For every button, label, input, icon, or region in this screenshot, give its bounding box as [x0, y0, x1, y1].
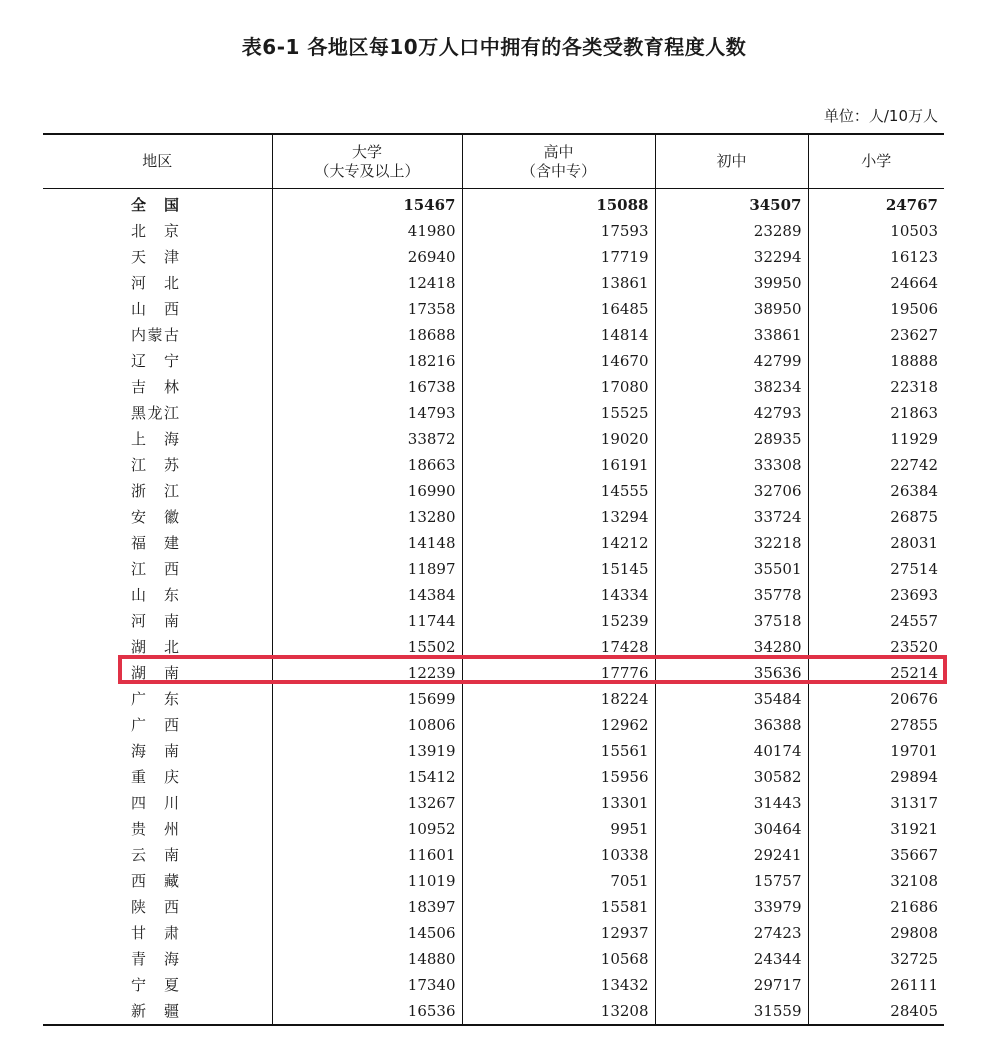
- table-row: [43, 920, 944, 946]
- region-name: 吉 林: [131, 378, 179, 396]
- primary-cell: 32108: [808, 868, 944, 894]
- university-cell: 14148: [272, 530, 462, 556]
- primary-cell: 24767: [808, 189, 944, 219]
- table-row: [43, 452, 944, 478]
- table-row: [43, 712, 944, 738]
- table-row: [43, 868, 944, 894]
- university-cell: 17340: [272, 972, 462, 998]
- junior-cell: 32218: [655, 530, 808, 556]
- junior-cell: 38234: [655, 374, 808, 400]
- region-name: 贵 州: [131, 820, 179, 838]
- university-cell: 13267: [272, 790, 462, 816]
- table-row: [43, 530, 944, 556]
- university-cell: 18397: [272, 894, 462, 920]
- high-school-cell: 17593: [462, 218, 655, 244]
- region-cell: [43, 452, 272, 478]
- high-school-cell: 14670: [462, 348, 655, 374]
- university-cell: 16738: [272, 374, 462, 400]
- region-cell: [43, 894, 272, 920]
- region-cell: [43, 842, 272, 868]
- primary-cell: 26875: [808, 504, 944, 530]
- table-row: [43, 634, 944, 660]
- header-junior: 初中: [655, 134, 808, 189]
- junior-cell: 42793: [655, 400, 808, 426]
- header-university-line2: （大专及以上）: [314, 161, 420, 180]
- header-university-line1: 大学: [351, 142, 382, 161]
- table-row: [43, 998, 944, 1025]
- table-row: [43, 660, 944, 686]
- primary-cell: 26384: [808, 478, 944, 504]
- region-cell: [43, 478, 272, 504]
- junior-cell: 35484: [655, 686, 808, 712]
- region-cell: [43, 764, 272, 790]
- table-row: [43, 504, 944, 530]
- primary-cell: 22742: [808, 452, 944, 478]
- primary-cell: 23693: [808, 582, 944, 608]
- high-school-cell: 14334: [462, 582, 655, 608]
- junior-cell: 38950: [655, 296, 808, 322]
- region-name: 青 海: [131, 950, 179, 968]
- junior-cell: 30464: [655, 816, 808, 842]
- university-cell: 15502: [272, 634, 462, 660]
- high-school-cell: 14814: [462, 322, 655, 348]
- table-row: [43, 270, 944, 296]
- region-name: 广 西: [131, 716, 179, 734]
- primary-cell: 31921: [808, 816, 944, 842]
- high-school-cell: 16485: [462, 296, 655, 322]
- table-row: [43, 556, 944, 582]
- primary-cell: 29894: [808, 764, 944, 790]
- high-school-cell: 17776: [462, 660, 655, 686]
- header-university: [272, 134, 462, 189]
- high-school-cell: 15239: [462, 608, 655, 634]
- region-name: 上 海: [131, 430, 179, 448]
- region-name: 河 南: [131, 612, 179, 630]
- region-name: 山 西: [131, 300, 179, 318]
- region-cell: [43, 816, 272, 842]
- region-name: 河 北: [131, 274, 179, 292]
- region-name: 山 东: [131, 586, 179, 604]
- region-name: 浙 江: [131, 482, 179, 500]
- university-cell: 16536: [272, 998, 462, 1025]
- table-row: [43, 348, 944, 374]
- university-cell: 14880: [272, 946, 462, 972]
- high-school-cell: 10338: [462, 842, 655, 868]
- university-cell: 12239: [272, 660, 462, 686]
- university-cell: 12418: [272, 270, 462, 296]
- table-row: [43, 322, 944, 348]
- university-cell: 18663: [272, 452, 462, 478]
- junior-cell: 15757: [655, 868, 808, 894]
- high-school-cell: 15956: [462, 764, 655, 790]
- junior-cell: 32706: [655, 478, 808, 504]
- primary-cell: 28405: [808, 998, 944, 1025]
- table-row: [43, 894, 944, 920]
- primary-cell: 24557: [808, 608, 944, 634]
- university-cell: 15467: [272, 189, 462, 219]
- high-school-cell: 17428: [462, 634, 655, 660]
- high-school-cell: 12962: [462, 712, 655, 738]
- university-cell: 13919: [272, 738, 462, 764]
- header-high-school: [462, 134, 655, 189]
- university-cell: 15412: [272, 764, 462, 790]
- junior-cell: 24344: [655, 946, 808, 972]
- primary-cell: 16123: [808, 244, 944, 270]
- region-name: 福 建: [131, 534, 179, 552]
- primary-cell: 32725: [808, 946, 944, 972]
- university-cell: 11019: [272, 868, 462, 894]
- primary-cell: 19701: [808, 738, 944, 764]
- high-school-cell: 12937: [462, 920, 655, 946]
- high-school-cell: 15525: [462, 400, 655, 426]
- table-row: [43, 426, 944, 452]
- table-row: [43, 972, 944, 998]
- region-cell: [43, 426, 272, 452]
- table-row: [43, 738, 944, 764]
- primary-cell: 28031: [808, 530, 944, 556]
- high-school-cell: 17719: [462, 244, 655, 270]
- junior-cell: 40174: [655, 738, 808, 764]
- junior-cell: 34280: [655, 634, 808, 660]
- table-row: [43, 218, 944, 244]
- primary-cell: 29808: [808, 920, 944, 946]
- university-cell: 14506: [272, 920, 462, 946]
- university-cell: 15699: [272, 686, 462, 712]
- university-cell: 11744: [272, 608, 462, 634]
- junior-cell: 39950: [655, 270, 808, 296]
- high-school-cell: 15561: [462, 738, 655, 764]
- table-title: 表6-1 各地区每10万人口中拥有的各类受教育程度人数: [241, 35, 747, 59]
- university-cell: 41980: [272, 218, 462, 244]
- region-cell: [43, 530, 272, 556]
- region-cell: [43, 868, 272, 894]
- region-cell: [43, 556, 272, 582]
- region-cell: [43, 686, 272, 712]
- region-name: 内蒙古: [131, 326, 179, 344]
- region-name: 湖 南: [131, 664, 179, 682]
- high-school-cell: 7051: [462, 868, 655, 894]
- region-name: 北 京: [131, 222, 179, 240]
- high-school-cell: 17080: [462, 374, 655, 400]
- region-name: 四 川: [131, 794, 179, 812]
- junior-cell: 34507: [655, 189, 808, 219]
- region-cell: [43, 322, 272, 348]
- region-cell: [43, 920, 272, 946]
- region-name: 全 国: [131, 196, 179, 214]
- high-school-cell: 10568: [462, 946, 655, 972]
- region-cell: [43, 738, 272, 764]
- region-cell: [43, 660, 272, 686]
- primary-cell: 11929: [808, 426, 944, 452]
- table-row: [43, 764, 944, 790]
- table-header-row: [43, 134, 944, 189]
- junior-cell: 37518: [655, 608, 808, 634]
- junior-cell: 36388: [655, 712, 808, 738]
- university-cell: 18688: [272, 322, 462, 348]
- university-cell: 10952: [272, 816, 462, 842]
- region-name: 安 徽: [131, 508, 179, 526]
- high-school-cell: 19020: [462, 426, 655, 452]
- region-name: 重 庆: [131, 768, 179, 786]
- table-row: [43, 374, 944, 400]
- table-row: [43, 478, 944, 504]
- table-row: [43, 244, 944, 270]
- region-cell: [43, 712, 272, 738]
- primary-cell: 21686: [808, 894, 944, 920]
- region-name: 宁 夏: [131, 976, 179, 994]
- region-cell: [43, 400, 272, 426]
- region-cell: [43, 634, 272, 660]
- region-cell: [43, 946, 272, 972]
- junior-cell: 35636: [655, 660, 808, 686]
- primary-cell: 23520: [808, 634, 944, 660]
- primary-cell: 35667: [808, 842, 944, 868]
- university-cell: 26940: [272, 244, 462, 270]
- high-school-cell: 15088: [462, 189, 655, 219]
- region-name: 新 疆: [131, 1002, 179, 1020]
- region-cell: [43, 348, 272, 374]
- header-region: 地区: [43, 134, 272, 189]
- region-cell: [43, 972, 272, 998]
- university-cell: 33872: [272, 426, 462, 452]
- junior-cell: 35778: [655, 582, 808, 608]
- university-cell: 11601: [272, 842, 462, 868]
- region-name: 江 苏: [131, 456, 179, 474]
- primary-cell: 27855: [808, 712, 944, 738]
- university-cell: 18216: [272, 348, 462, 374]
- region-name: 陕 西: [131, 898, 179, 916]
- region-cell: [43, 218, 272, 244]
- junior-cell: 28935: [655, 426, 808, 452]
- header-high-school-line1: 高中: [543, 142, 574, 161]
- region-cell: [43, 296, 272, 322]
- education-table: [43, 133, 944, 1026]
- primary-cell: 31317: [808, 790, 944, 816]
- high-school-cell: 15145: [462, 556, 655, 582]
- table-row: [43, 816, 944, 842]
- table-row: [43, 189, 944, 219]
- region-name: 辽 宁: [131, 352, 179, 370]
- junior-cell: 33979: [655, 894, 808, 920]
- region-cell: [43, 244, 272, 270]
- region-name: 西 藏: [131, 872, 179, 890]
- primary-cell: 25214: [808, 660, 944, 686]
- region-name: 湖 北: [131, 638, 179, 656]
- university-cell: 17358: [272, 296, 462, 322]
- university-cell: 11897: [272, 556, 462, 582]
- high-school-cell: 13208: [462, 998, 655, 1025]
- region-name: 黑龙江: [131, 404, 179, 422]
- region-name: 海 南: [131, 742, 179, 760]
- primary-cell: 22318: [808, 374, 944, 400]
- primary-cell: 26111: [808, 972, 944, 998]
- high-school-cell: 14555: [462, 478, 655, 504]
- junior-cell: 33861: [655, 322, 808, 348]
- region-cell: [43, 504, 272, 530]
- table-row: [43, 296, 944, 322]
- region-name: 广 东: [131, 690, 179, 708]
- region-cell: [43, 189, 272, 219]
- junior-cell: 31559: [655, 998, 808, 1025]
- region-cell: [43, 790, 272, 816]
- primary-cell: 23627: [808, 322, 944, 348]
- table-row: [43, 842, 944, 868]
- region-cell: [43, 608, 272, 634]
- table-body: [43, 189, 944, 1026]
- junior-cell: 35501: [655, 556, 808, 582]
- university-cell: 10806: [272, 712, 462, 738]
- high-school-cell: 14212: [462, 530, 655, 556]
- junior-cell: 23289: [655, 218, 808, 244]
- header-primary: 小学: [808, 134, 944, 189]
- table-row: [43, 790, 944, 816]
- high-school-cell: 13301: [462, 790, 655, 816]
- high-school-cell: 13861: [462, 270, 655, 296]
- high-school-cell: 13294: [462, 504, 655, 530]
- high-school-cell: 9951: [462, 816, 655, 842]
- table-row: [43, 608, 944, 634]
- region-cell: [43, 374, 272, 400]
- primary-cell: 19506: [808, 296, 944, 322]
- unit-label: 单位：人/10万人: [823, 107, 938, 125]
- primary-cell: 21863: [808, 400, 944, 426]
- junior-cell: 33308: [655, 452, 808, 478]
- university-cell: 14793: [272, 400, 462, 426]
- university-cell: 13280: [272, 504, 462, 530]
- table-row: [43, 400, 944, 426]
- primary-cell: 27514: [808, 556, 944, 582]
- primary-cell: 24664: [808, 270, 944, 296]
- region-name: 江 西: [131, 560, 179, 578]
- junior-cell: 31443: [655, 790, 808, 816]
- junior-cell: 33724: [655, 504, 808, 530]
- junior-cell: 32294: [655, 244, 808, 270]
- high-school-cell: 13432: [462, 972, 655, 998]
- region-name: 云 南: [131, 846, 179, 864]
- region-cell: [43, 270, 272, 296]
- junior-cell: 42799: [655, 348, 808, 374]
- high-school-cell: 15581: [462, 894, 655, 920]
- junior-cell: 29717: [655, 972, 808, 998]
- region-name: 天 津: [131, 248, 179, 266]
- junior-cell: 30582: [655, 764, 808, 790]
- university-cell: 14384: [272, 582, 462, 608]
- high-school-cell: 16191: [462, 452, 655, 478]
- table-row: [43, 946, 944, 972]
- header-high-school-line2: （含中专）: [520, 161, 596, 180]
- primary-cell: 20676: [808, 686, 944, 712]
- junior-cell: 27423: [655, 920, 808, 946]
- region-cell: [43, 582, 272, 608]
- primary-cell: 10503: [808, 218, 944, 244]
- university-cell: 16990: [272, 478, 462, 504]
- high-school-cell: 18224: [462, 686, 655, 712]
- primary-cell: 18888: [808, 348, 944, 374]
- region-name: 甘 肃: [131, 924, 179, 942]
- region-cell: [43, 998, 272, 1025]
- junior-cell: 29241: [655, 842, 808, 868]
- table-row: [43, 582, 944, 608]
- table-row: [43, 686, 944, 712]
